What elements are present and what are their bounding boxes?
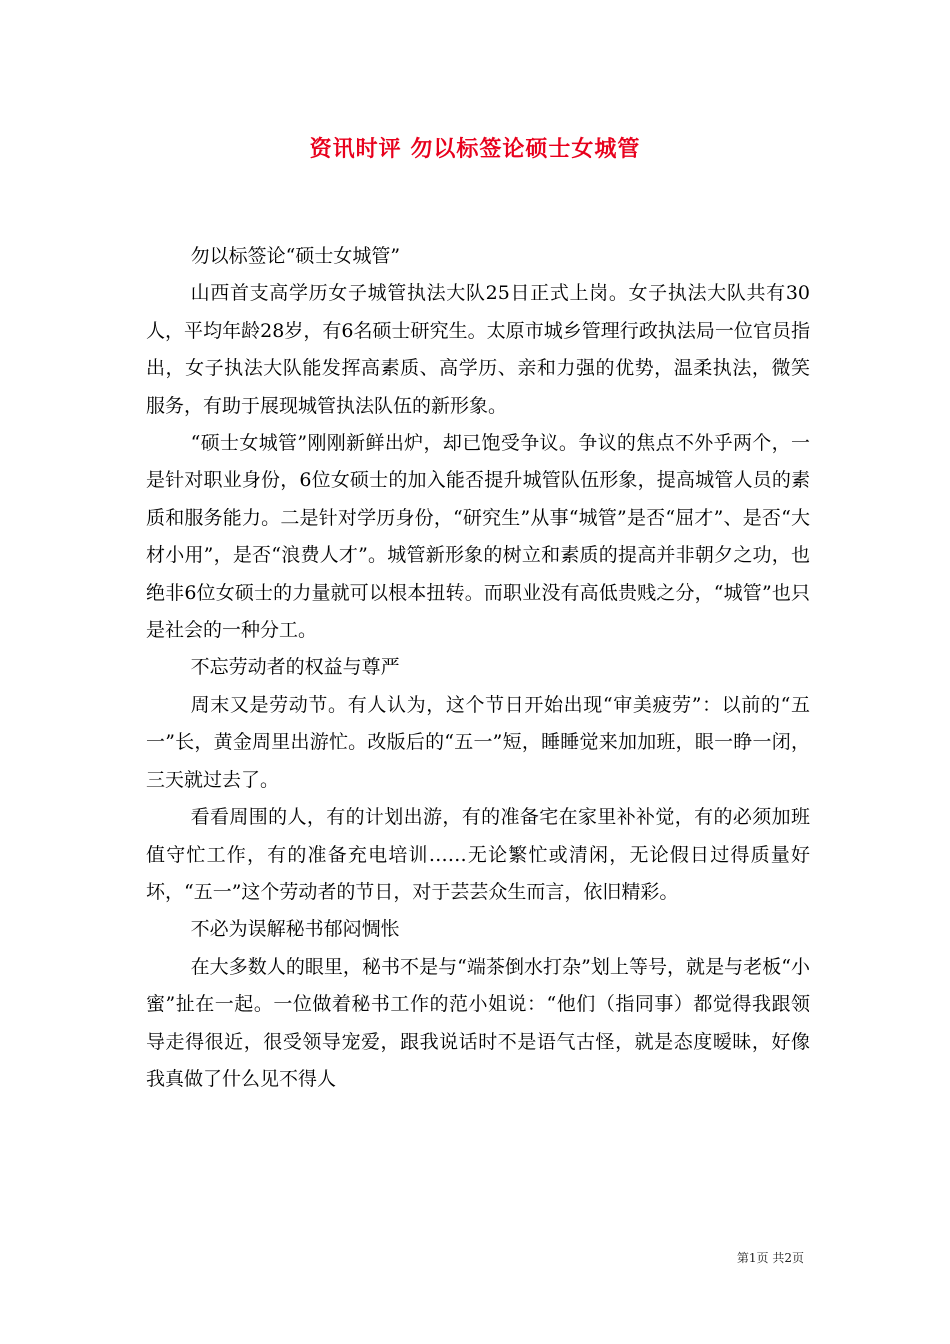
section-heading: 勿以标签论“硕士女城管” [190,245,401,267]
section-heading: 不必为误解秘书郁闷惆怅 [190,918,400,941]
body-paragraph: 周末又是劳动节。有人认为，这个节日开始出现“审美疲劳”：以前的“五一”长，黄金周里出游忙。改版后的“五一”短，睡睡觉来加加班，眼一睁一闭，三天就过去了。 [146,693,810,791]
document-body [146,238,810,1098]
body-paragraph: “硕士女城管”刚刚新鲜出炉，却已饱受争议。争议的焦点不外乎两个，一是针对职业身份，6位女硕士的加入能否提升城管队伍形象，提高城管人员的素质和服务能力。二是针对学历身份，“研究生”从事“城管”是否“屈才”、是否“大材小用”，是否“浪费人才”。城管新形象的树立和素质的提高并非朝夕之功，也绝非6位女硕士的力量就可以根本扭转。而职业没有高低贵贱之分，“城管”也只是社会的一种分工。 [146,432,810,642]
section-heading: 不忘劳动者的权益与尊严 [190,656,400,679]
document-title: 资讯时评 勿以标签论硕士女城管 [309,137,641,162]
page-number: 第1页 共2页 [736,1251,804,1265]
body-paragraph: 在大多数人的眼里，秘书不是与“端茶倒水打杂”划上等号，就是与老板“小蜜”扯在一起。一位做着秘书工作的范小姐说：“他们（指同事）都觉得我跟领导走得很近，很受领导宠爱，跟我说话时不是语气古怪，就是态度暧昧，好像我真做了什么见不得人 [146,955,810,1090]
body-paragraph: 山西首支高学历女子城管执法大队25日正式上岗。女子执法大队共有30人，平均年龄28岁，有6名硕士研究生。太原市城乡管理行政执法局一位官员指出，女子执法大队能发挥高素质、高学历、亲和力强的优势，温柔执法，微笑服务，有助于展现城管执法队伍的新形象。 [146,282,810,417]
body-paragraph: 看看周围的人，有的计划出游，有的准备宅在家里补补觉，有的必须加班值守忙工作，有的准备充电培训……无论繁忙或清闲，无论假日过得质量好坏，“五一”这个劳动者的节日，对于芸芸众生而言，依旧精彩。 [146,806,810,903]
